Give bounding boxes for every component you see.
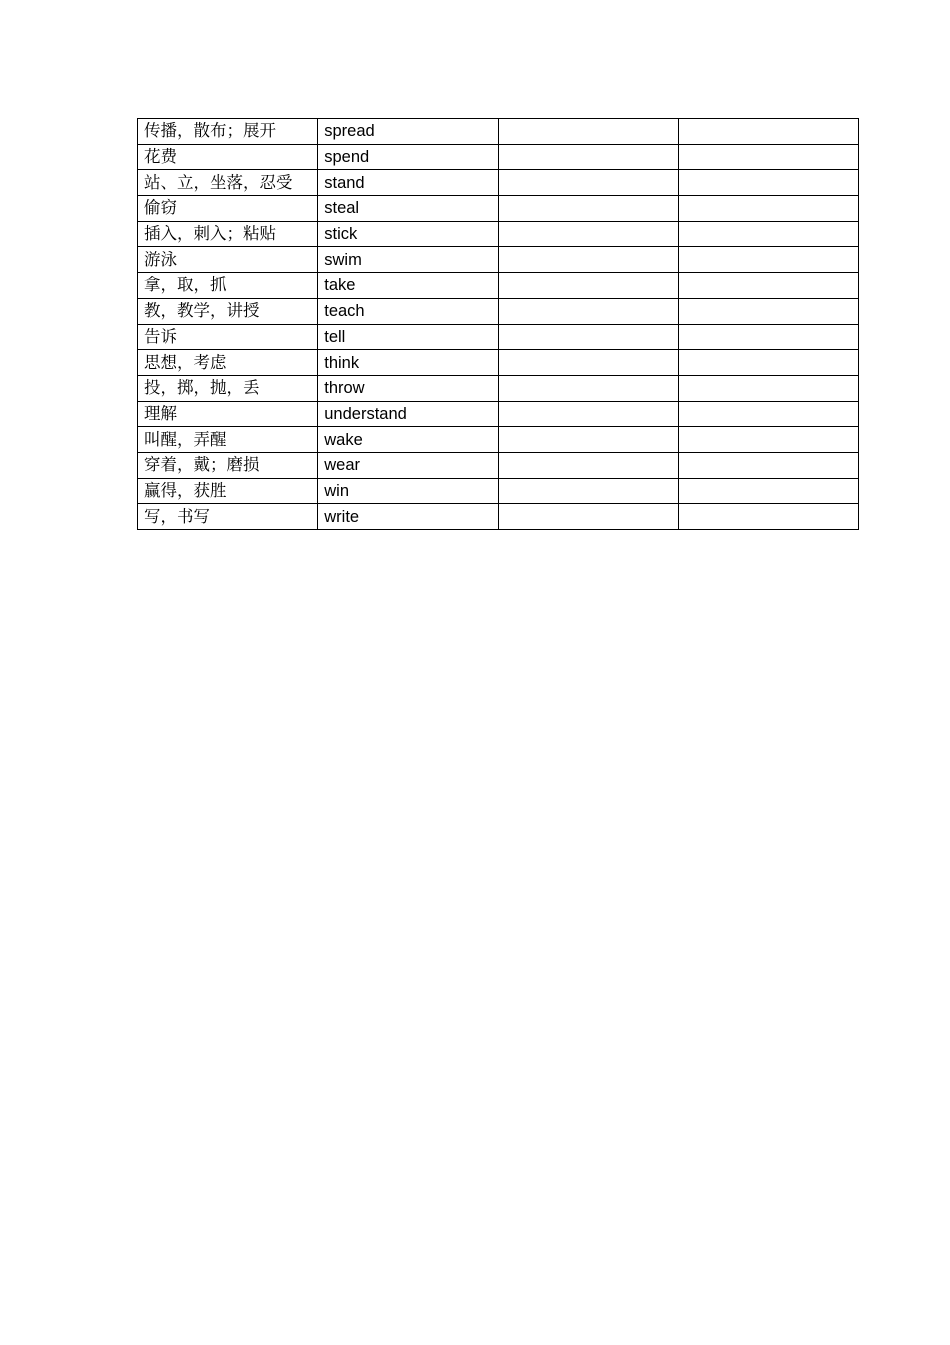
blank-cell (678, 196, 858, 222)
blank-cell (678, 273, 858, 299)
english-word-cell: take (318, 273, 498, 299)
chinese-meaning-cell: 插入，刺入；粘贴 (138, 221, 318, 247)
english-word-cell: swim (318, 247, 498, 273)
blank-cell (678, 401, 858, 427)
chinese-meaning-cell: 穿着，戴；磨损 (138, 452, 318, 478)
blank-cell (498, 119, 678, 145)
table-row (138, 221, 859, 247)
chinese-meaning-cell: 花费 (138, 144, 318, 170)
blank-cell (678, 221, 858, 247)
english-word-cell: wear (318, 452, 498, 478)
blank-cell (498, 504, 678, 530)
english-word-cell: throw (318, 375, 498, 401)
english-word-cell: spread (318, 119, 498, 145)
blank-cell (498, 375, 678, 401)
chinese-meaning-cell: 赢得，获胜 (138, 478, 318, 504)
table-row (138, 452, 859, 478)
blank-cell (498, 478, 678, 504)
blank-cell (498, 401, 678, 427)
vocabulary-table-body (138, 119, 859, 530)
chinese-meaning-cell: 思想，考虑 (138, 350, 318, 376)
chinese-meaning-cell: 拿，取，抓 (138, 273, 318, 299)
chinese-meaning-cell: 写，书写 (138, 504, 318, 530)
blank-cell (498, 196, 678, 222)
table-row (138, 401, 859, 427)
blank-cell (498, 350, 678, 376)
english-word-cell: steal (318, 196, 498, 222)
blank-cell (678, 144, 858, 170)
blank-cell (498, 221, 678, 247)
blank-cell (678, 504, 858, 530)
table-row (138, 119, 859, 145)
chinese-meaning-cell: 站、立，坐落，忍受 (138, 170, 318, 196)
blank-cell (498, 427, 678, 453)
table-row (138, 170, 859, 196)
blank-cell (498, 273, 678, 299)
table-row (138, 196, 859, 222)
table-row (138, 504, 859, 530)
chinese-meaning-cell: 叫醒，弄醒 (138, 427, 318, 453)
chinese-meaning-cell: 游泳 (138, 247, 318, 273)
blank-cell (678, 427, 858, 453)
chinese-meaning-cell: 投，掷，抛，丢 (138, 375, 318, 401)
chinese-meaning-cell: 理解 (138, 401, 318, 427)
blank-cell (498, 324, 678, 350)
blank-cell (678, 452, 858, 478)
english-word-cell: tell (318, 324, 498, 350)
chinese-meaning-cell: 偷窃 (138, 196, 318, 222)
blank-cell (678, 119, 858, 145)
table-row (138, 298, 859, 324)
blank-cell (678, 350, 858, 376)
english-word-cell: stand (318, 170, 498, 196)
blank-cell (498, 170, 678, 196)
blank-cell (678, 478, 858, 504)
chinese-meaning-cell: 教，教学，讲授 (138, 298, 318, 324)
blank-cell (678, 375, 858, 401)
table-row (138, 247, 859, 273)
blank-cell (498, 247, 678, 273)
table-row (138, 350, 859, 376)
english-word-cell: spend (318, 144, 498, 170)
blank-cell (678, 247, 858, 273)
chinese-meaning-cell: 告诉 (138, 324, 318, 350)
blank-cell (678, 170, 858, 196)
blank-cell (678, 324, 858, 350)
english-word-cell: win (318, 478, 498, 504)
english-word-cell: wake (318, 427, 498, 453)
table-row (138, 324, 859, 350)
english-word-cell: understand (318, 401, 498, 427)
english-word-cell: think (318, 350, 498, 376)
table-row (138, 273, 859, 299)
blank-cell (498, 144, 678, 170)
vocabulary-table (137, 118, 859, 530)
blank-cell (678, 298, 858, 324)
english-word-cell: teach (318, 298, 498, 324)
table-row (138, 427, 859, 453)
chinese-meaning-cell: 传播，散布；展开 (138, 119, 318, 145)
table-row (138, 144, 859, 170)
blank-cell (498, 452, 678, 478)
english-word-cell: stick (318, 221, 498, 247)
table-row (138, 375, 859, 401)
english-word-cell: write (318, 504, 498, 530)
table-row (138, 478, 859, 504)
blank-cell (498, 298, 678, 324)
